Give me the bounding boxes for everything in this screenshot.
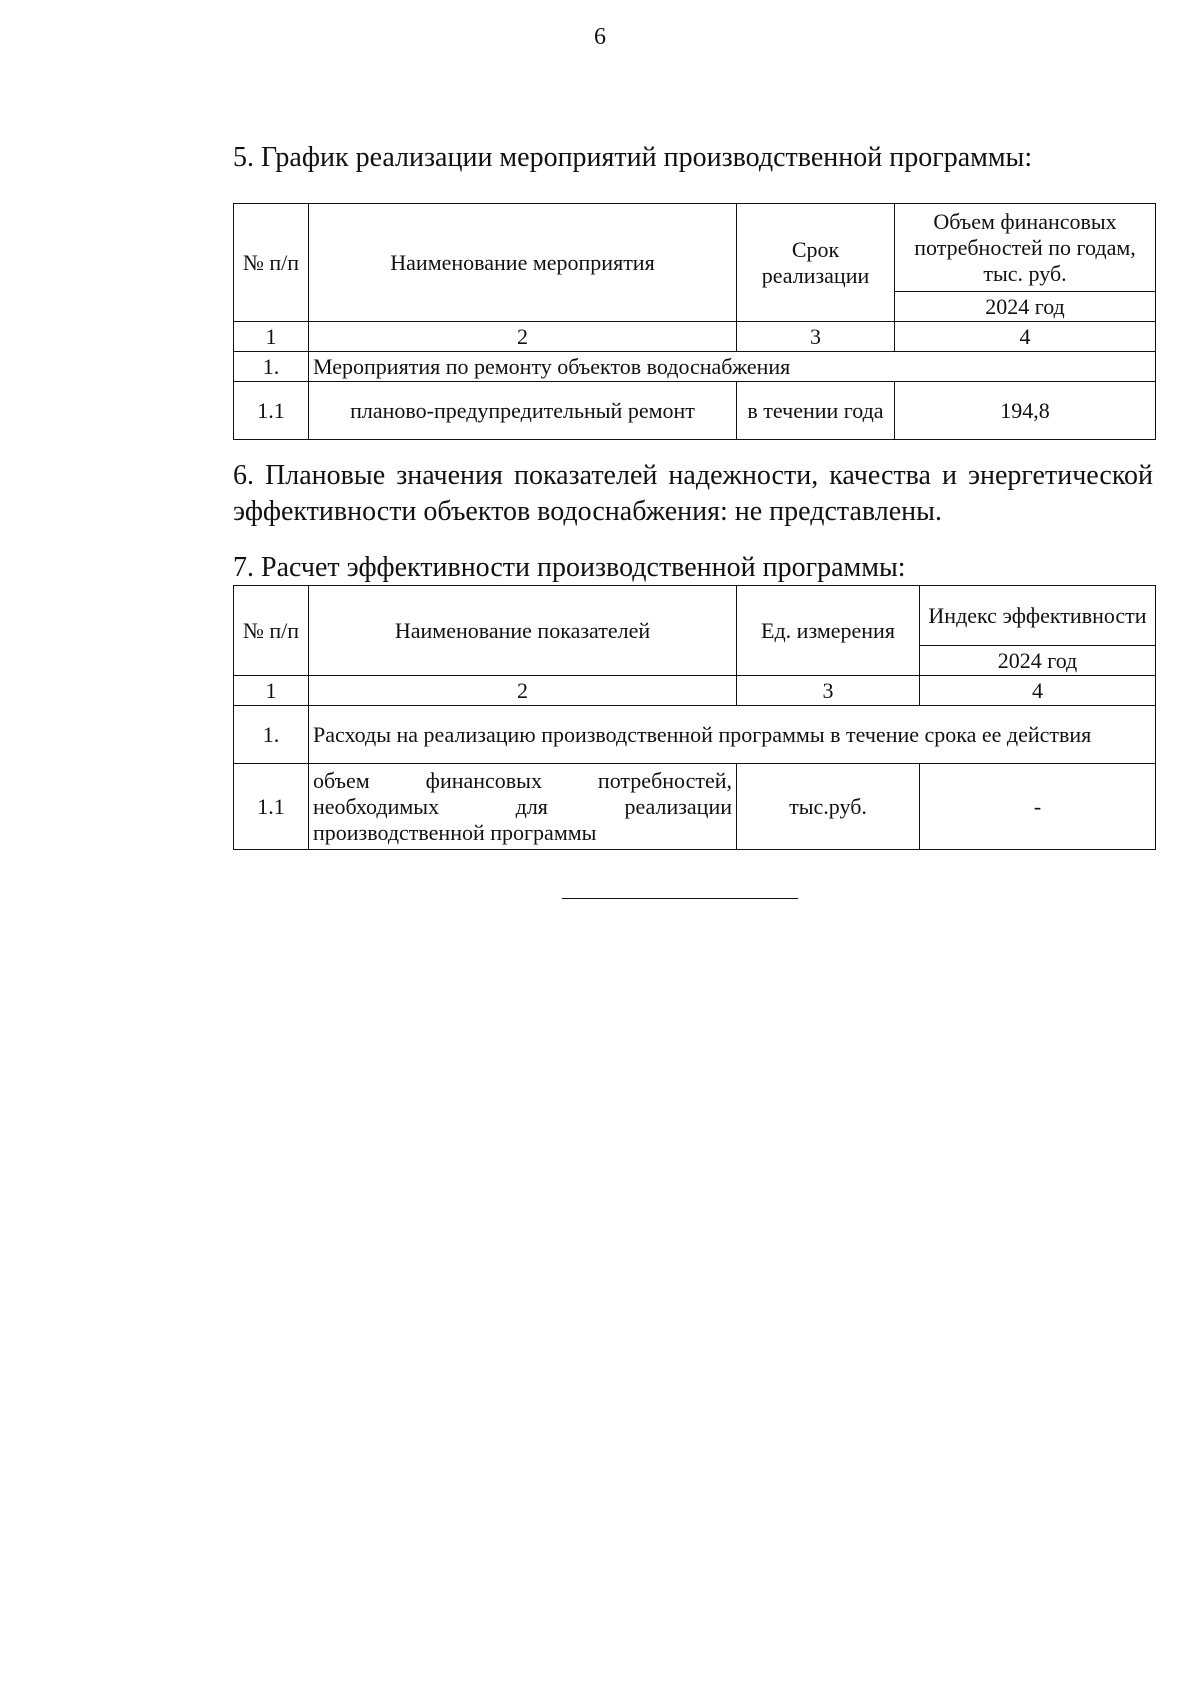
group-row-num: 1.	[234, 706, 309, 764]
group-row	[234, 352, 1156, 382]
header-year: 2024 год	[895, 292, 1156, 322]
section-5-heading: 5. График реализации мероприятий производственной программы:	[233, 142, 1033, 173]
row-indicator-name: объем финансовых потребностей, необходимых для реализации производственной программы	[309, 764, 737, 850]
header-num: № п/п	[234, 586, 309, 676]
header-finance: Объем финансовых потребностей по годам, тыс. руб.	[895, 204, 1156, 292]
row-unit: тыс.руб.	[737, 764, 920, 850]
col-number: 3	[737, 322, 895, 352]
header-year: 2024 год	[920, 646, 1156, 676]
table-row	[234, 764, 1156, 850]
implementation-schedule-table	[233, 203, 1156, 440]
page-number: 6	[594, 24, 606, 50]
header-unit: Ед. измерения	[737, 586, 920, 676]
col-number: 1	[234, 322, 309, 352]
col-number: 4	[895, 322, 1156, 352]
col-number: 2	[309, 676, 737, 706]
row-event-name: планово-предупредительный ремонт	[309, 382, 737, 440]
column-numbers-row	[234, 322, 1156, 352]
group-row	[234, 706, 1156, 764]
end-separator-line	[562, 898, 798, 899]
group-row-label: Мероприятия по ремонту объектов водоснабжения	[309, 352, 1156, 382]
col-number: 3	[737, 676, 920, 706]
section-6-heading: 6. Плановые значения показателей надежности, качества и энергетической эффективности объектов водоснабжения: не представлены.	[233, 460, 1153, 527]
col-number: 4	[920, 676, 1156, 706]
header-num: № п/п	[234, 204, 309, 322]
group-row-num: 1.	[234, 352, 309, 382]
header-efficiency-index: Индекс эффективности	[920, 586, 1156, 646]
table-row	[234, 382, 1156, 440]
column-numbers-row	[234, 676, 1156, 706]
row-num: 1.1	[234, 764, 309, 850]
header-indicator-name: Наименование показателей	[309, 586, 737, 676]
header-term: Срок реализации	[737, 204, 895, 322]
header-event-name: Наименование мероприятия	[309, 204, 737, 322]
row-num: 1.1	[234, 382, 309, 440]
row-value: 194,8	[895, 382, 1156, 440]
row-value: -	[920, 764, 1156, 850]
col-number: 2	[309, 322, 737, 352]
group-row-label: Расходы на реализацию производственной программы в течение срока ее действия	[309, 706, 1156, 764]
row-term: в течении года	[737, 382, 895, 440]
efficiency-calculation-table	[233, 585, 1156, 850]
section-7-heading: 7. Расчет эффективности производственной программы:	[233, 552, 906, 583]
col-number: 1	[234, 676, 309, 706]
